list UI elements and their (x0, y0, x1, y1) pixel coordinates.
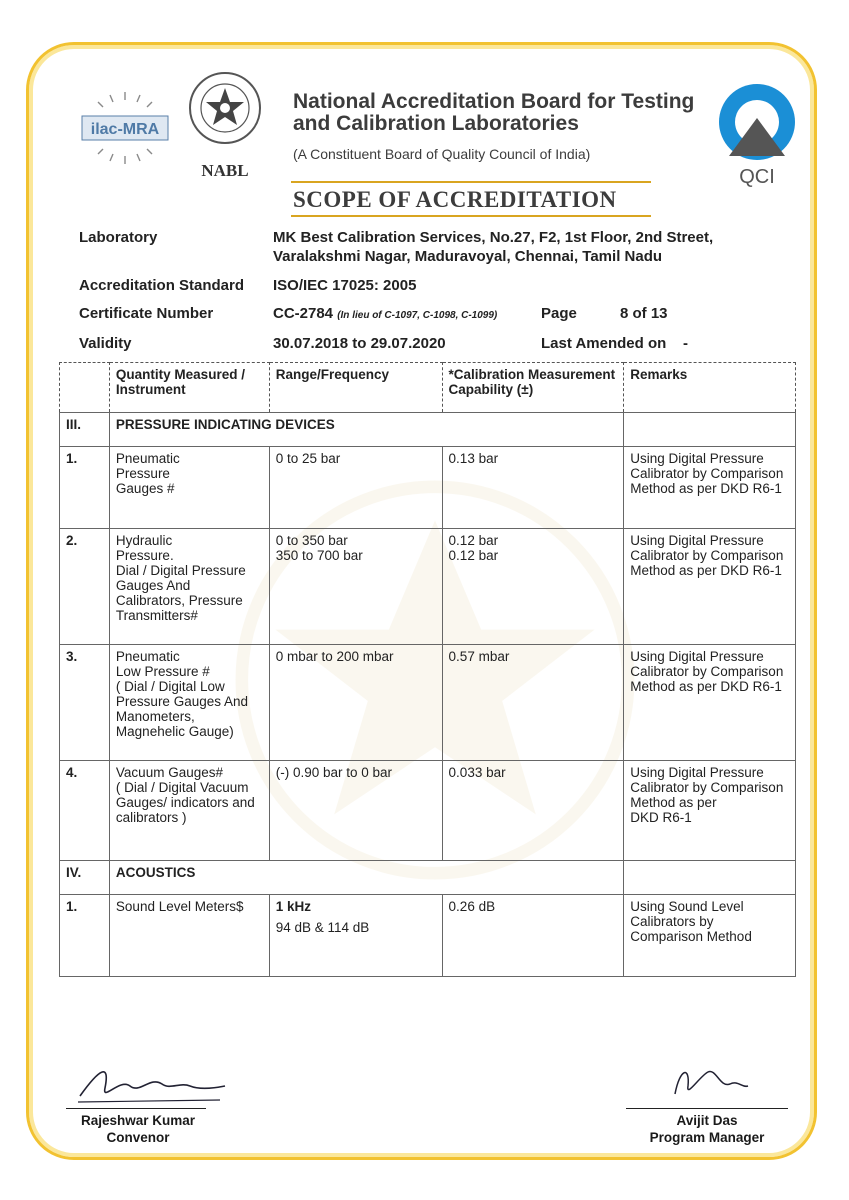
ilac-logo-text: ilac-MRA (90, 121, 160, 138)
row-cmc: 0.13 bar (442, 447, 624, 529)
page-value: 8 of 13 (620, 305, 668, 322)
qci-logo (707, 80, 807, 190)
row-quantity: Pneumatic Low Pressure # ( Dial / Digital Low Pressure Gauges And Manometers, Magnehelic Gauge) (109, 645, 269, 761)
row-remarks: Using Digital Pressure Calibrator by Comparison Method as per DKD R6-1 (624, 645, 796, 761)
row-number: 3. (60, 645, 110, 761)
laboratory-value-line1: MK Best Calibration Services, No.27, F2, 1st Floor, 2nd Street, (273, 229, 714, 246)
signature-line-left (66, 1108, 206, 1109)
row-range: 0 mbar to 200 mbar (269, 645, 442, 761)
board-name: National Accreditation Board for Testing and Calibration Laboratories (293, 90, 695, 135)
certificate-value: CC-2784 (273, 305, 334, 322)
table-row (60, 761, 796, 861)
row-quantity: Vacuum Gauges# ( Dial / Digital Vacuum Gauges/ indicators and calibrators ) (109, 761, 269, 861)
table-row (60, 529, 796, 645)
row-range: 0 to 25 bar (269, 447, 442, 529)
row-range: 0 to 350 bar 350 to 700 bar (269, 529, 442, 645)
ilac-mra-logo (80, 88, 170, 168)
signatory-left (70, 1112, 206, 1146)
header-cell: Quantity Measured / Instrument (109, 363, 269, 413)
validity-value: 30.07.2018 to 29.07.2020 (273, 335, 446, 352)
header-cell: Remarks (624, 363, 796, 413)
row-number: 4. (60, 761, 110, 861)
header-cell (60, 363, 110, 413)
section-row (60, 861, 796, 895)
section-title: PRESSURE INDICATING DEVICES (109, 413, 623, 447)
signatory-right (630, 1112, 784, 1146)
signature-right (660, 1058, 750, 1102)
page-label: Page (541, 305, 577, 322)
row-cmc: 0.12 bar 0.12 bar (442, 529, 624, 645)
standard-label: Accreditation Standard (79, 277, 245, 294)
row-cmc: 0.26 dB (442, 895, 624, 977)
row-cmc: 0.57 mbar (442, 645, 624, 761)
section-row (60, 413, 796, 447)
table-row (60, 645, 796, 761)
title-rule-top (291, 181, 651, 183)
row-range-cell (269, 895, 442, 977)
amended-label: Last Amended on (541, 335, 667, 352)
row-remarks: Using Digital Pressure Calibrator by Comparison Method as per DKD R6-1 (624, 761, 796, 861)
validity-label: Validity (79, 335, 132, 352)
scope-title: SCOPE OF ACCREDITATION (293, 187, 617, 212)
signatory-right-role: Program Manager (649, 1130, 765, 1145)
signature-line-right (626, 1108, 788, 1109)
certificate-number (273, 305, 497, 322)
signatory-left-role: Convenor (106, 1130, 170, 1145)
table-row (60, 895, 796, 977)
header-cell: Range/Frequency (269, 363, 442, 413)
scope-table (59, 362, 796, 977)
qci-logo-text: QCI (739, 166, 775, 188)
row-number: 1. (60, 895, 110, 977)
section-number: IV. (60, 861, 110, 895)
table-row (60, 447, 796, 529)
row-quantity: Hydraulic Pressure. Dial / Digital Pressure Gauges And Calibrators, Pressure Transmitters# (109, 529, 269, 645)
amended-value: - (683, 335, 688, 352)
certificate-note: (In lieu of C-1097, C-1098, C-1099) (337, 310, 498, 321)
board-subtitle: (A Constituent Board of Quality Council of India) (293, 146, 591, 162)
section-number: III. (60, 413, 110, 447)
row-cmc: 0.033 bar (442, 761, 624, 861)
row-range: 94 dB & 114 dB (275, 920, 370, 935)
header-cell: *Calibration Measurement Capability (±) (442, 363, 624, 413)
certificate-label: Certificate Number (79, 305, 214, 322)
row-quantity: Pneumatic Pressure Gauges # (109, 447, 269, 529)
row-remarks: Using Digital Pressure Calibrator by Comparison Method as per DKD R6-1 (624, 529, 796, 645)
table-header-row (60, 363, 796, 413)
section-title: ACOUSTICS (109, 861, 623, 895)
signatory-left-name: Rajeshwar Kumar (80, 1113, 196, 1128)
row-range: (-) 0.90 bar to 0 bar (269, 761, 442, 861)
signature-left (70, 1058, 230, 1106)
laboratory-label: Laboratory (79, 229, 158, 246)
nabl-logo-text: NABL (201, 161, 249, 180)
nabl-logo (186, 68, 264, 184)
standard-value: ISO/IEC 17025: 2005 (273, 277, 417, 294)
row-remarks: Using Sound Level Calibrators by Comparison Method (624, 895, 796, 977)
title-rule-bottom (291, 215, 651, 217)
row-remarks: Using Digital Pressure Calibrator by Comparison Method as per DKD R6-1 (624, 447, 796, 529)
signatory-right-name: Avijit Das (676, 1113, 738, 1128)
laboratory-value-line2: Varalakshmi Nagar, Maduravoyal, Chennai, Tamil Nadu (273, 248, 663, 265)
row-frequency: 1 kHz (275, 899, 311, 914)
row-quantity: Sound Level Meters$ (109, 895, 269, 977)
row-number: 2. (60, 529, 110, 645)
row-number: 1. (60, 447, 110, 529)
